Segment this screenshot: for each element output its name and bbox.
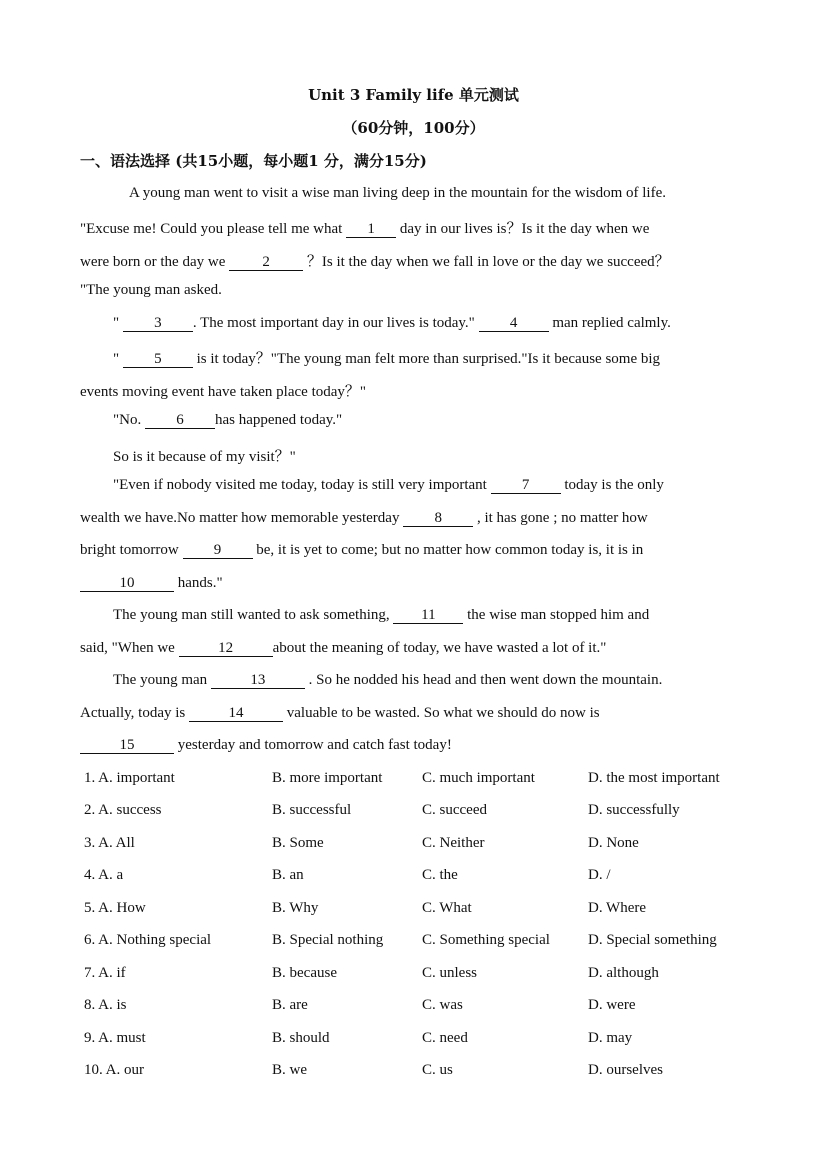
option-a[interactable]: 8. A. is [84, 997, 127, 1013]
question-row [84, 900, 764, 920]
passage-line: A young man went to visit a wise man living deep in the mountain for the wisdom of life. [129, 185, 666, 201]
question-row [84, 835, 764, 855]
blank-9[interactable]: 9 [183, 543, 253, 559]
blank-15[interactable]: 15 [80, 738, 174, 754]
blank-7[interactable]: 7 [491, 478, 561, 494]
option-d[interactable]: D. the most important [588, 770, 720, 786]
passage-line: So is it because of my visit？" [113, 449, 296, 465]
passage-line: The young man still wanted to ask something, 11 the wise man stopped him and [113, 607, 650, 623]
passage-line: "No. 6 has happened today." [113, 412, 343, 428]
passage-line: were born or the day we 2 ？Is it the day when we fall in love or the day we succeed？ [80, 254, 670, 270]
option-b[interactable]: B. more important [272, 770, 383, 786]
passage-line: said, "When we 12 about the meaning of today, we have wasted a lot of it." [80, 640, 607, 656]
blank-13[interactable]: 13 [211, 673, 305, 689]
option-a[interactable]: 9. A. must [84, 1030, 146, 1046]
question-row [84, 965, 764, 985]
question-row [84, 1030, 764, 1050]
option-b[interactable]: B. successful [272, 802, 352, 818]
option-b[interactable]: B. Why [272, 900, 319, 916]
section-heading: 一、语法选择 (共15小题，每小题1 分，满分15分) [80, 152, 427, 170]
option-a[interactable]: 4. A. a [84, 867, 124, 883]
option-c[interactable]: C. Neither [422, 835, 485, 851]
passage-line: " 5 is it today？"The young man felt more than surprised."Is it because some big [113, 351, 661, 367]
option-b[interactable]: B. an [272, 867, 304, 883]
option-a[interactable]: 10. A. our [84, 1062, 144, 1078]
passage-line: Actually, today is 14 valuable to be wasted. So what we should do now is [80, 705, 600, 721]
option-d[interactable]: D. / [588, 867, 611, 883]
blank-8[interactable]: 8 [403, 511, 473, 527]
blank-6[interactable]: 6 [145, 413, 215, 429]
question-row [84, 867, 764, 887]
passage-line: bright tomorrow 9 be, it is yet to come; but no matter how common today is, it is in [80, 542, 644, 558]
option-a[interactable]: 7. A. if [84, 965, 126, 981]
option-d[interactable]: D. were [588, 997, 636, 1013]
question-row [84, 770, 764, 790]
question-row [84, 802, 764, 822]
blank-3[interactable]: 3 [123, 316, 193, 332]
blank-4[interactable]: 4 [479, 316, 549, 332]
option-a[interactable]: 3. A. All [84, 835, 135, 851]
question-row [84, 932, 764, 952]
option-d[interactable]: D. successfully [588, 802, 680, 818]
blank-2[interactable]: 2 [229, 255, 303, 271]
option-d[interactable]: D. None [588, 835, 639, 851]
passage-line: "The young man asked. [80, 282, 222, 298]
blank-12[interactable]: 12 [179, 641, 273, 657]
option-d[interactable]: D. Special something [588, 932, 717, 948]
passage-line: wealth we have.No matter how memorable yesterday 8 , it has gone ; no matter how [80, 510, 648, 526]
blank-10[interactable]: 10 [80, 576, 174, 592]
option-a[interactable]: 1. A. important [84, 770, 175, 786]
option-b[interactable]: B. are [272, 997, 308, 1013]
passage-line: 15 yesterday and tomorrow and catch fast today! [80, 737, 452, 754]
option-c[interactable]: C. What [422, 900, 472, 916]
blank-5[interactable]: 5 [123, 352, 193, 368]
passage-line: "Excuse me! Could you please tell me what 1 day in our lives is？Is it the day when we [80, 221, 650, 237]
question-row [84, 1062, 764, 1082]
option-d[interactable]: D. Where [588, 900, 647, 916]
option-c[interactable]: C. was [422, 997, 463, 1013]
option-a[interactable]: 5. A. How [84, 900, 146, 916]
passage-line: "Even if nobody visited me today, today is still very important 7 today is the only [113, 477, 664, 493]
option-c[interactable]: C. Something special [422, 932, 550, 948]
option-c[interactable]: C. the [422, 867, 458, 883]
option-b[interactable]: B. we [272, 1062, 307, 1078]
page-title: Unit 3 Family life 单元测试 [308, 86, 519, 104]
passage-line: The young man 13 . So he nodded his head and then went down the mountain. [113, 672, 663, 688]
question-row [84, 997, 764, 1017]
blank-14[interactable]: 14 [189, 706, 283, 722]
option-b[interactable]: B. should [272, 1030, 330, 1046]
option-b[interactable]: B. Some [272, 835, 324, 851]
blank-11[interactable]: 11 [393, 608, 463, 624]
option-d[interactable]: D. although [588, 965, 659, 981]
passage-line: events moving event have taken place today？" [80, 384, 367, 400]
test-duration-score: （60分钟，100分） [342, 119, 485, 137]
option-d[interactable]: D. ourselves [588, 1062, 663, 1078]
passage-line: 10 hands." [80, 575, 223, 592]
option-a[interactable]: 6. A. Nothing special [84, 932, 212, 948]
option-d[interactable]: D. may [588, 1030, 633, 1046]
option-c[interactable]: C. us [422, 1062, 453, 1078]
option-c[interactable]: C. succeed [422, 802, 487, 818]
option-c[interactable]: C. unless [422, 965, 478, 981]
passage-line: " 3 . The most important day in our lives is today." 4 man replied calmly. [113, 315, 671, 331]
blank-1[interactable]: 1 [346, 222, 396, 238]
option-c[interactable]: C. need [422, 1030, 468, 1046]
option-a[interactable]: 2. A. success [84, 802, 162, 818]
option-c[interactable]: C. much important [422, 770, 535, 786]
option-b[interactable]: B. because [272, 965, 337, 981]
option-b[interactable]: B. Special nothing [272, 932, 384, 948]
